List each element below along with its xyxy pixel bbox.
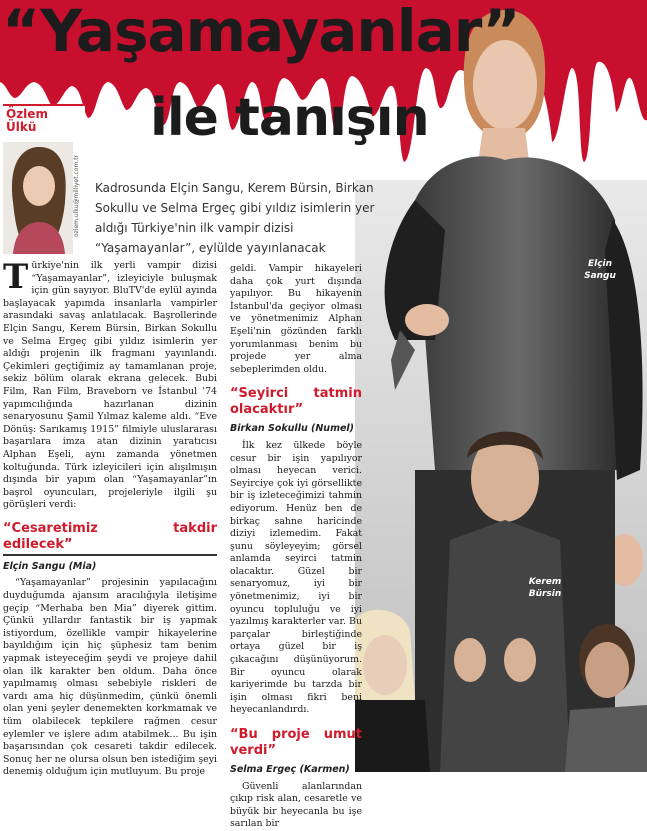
section-title-cesaret: “Cesaretimiz takdir edilecek” xyxy=(3,521,217,556)
section-text-selma: Güvenli alanlarından çıkıp risk alan, cesaretle ve büyük bir heyecanla bu işe sarılan bir xyxy=(230,780,362,830)
section-title-umut: “Bu proje umut verdi” xyxy=(230,727,362,758)
deck-subheadline: Kadrosunda Elçin Sangu, Kerem Bürsin, Birkan Sokullu ve Selma Ergeç gibi yıldız isimlerin yer aldığı Türkiye'nin ilk vampir dizisi “Yaşamayanlar”, eylülde yayınlanacak xyxy=(95,181,375,255)
dropcap: T xyxy=(3,257,29,297)
section-text-elcin: “Yaşamayanlar” projesinin yapılacağını duyduğumda ajansım aracılığıyla iletişime geçip “Merhaba ben Mia” diyerek gittim. Çünkü yıllardır fantastik bir iş yapmak istiyordum, özellikle vampir hikayelerine bayıldığım için hiç şüphesiz tam benim yapmak isteyeceğim şeydi ve projeye dahil olan ilk karakter ben oldum. Daha önce yapılmamış olması sebebiyle riskleri de vardı ama hiç düşünmedim, çünkü önemli olan yeni şeyler denemekten korkmamak ve tüm olabilecek tepkilere rağmen cesur eylemler ve işlere adım atabilmek... Bu işin başarısından çok cesareti takdir edilecek. Sonuç her ne olursa olsun ben istediğim şeyi denemiş olduğum için mutluyum. Bu proje xyxy=(3,577,217,778)
columnist-email: ozlem.ulku@milliyet.com.tr xyxy=(73,154,80,238)
columnist-avatar xyxy=(3,142,73,254)
caption-elcin: Elçin Sangu xyxy=(584,259,616,281)
headline-line2: ile tanışın xyxy=(150,88,429,148)
section-title-seyirci: “Seyirci tatmin olacaktır” xyxy=(230,386,362,418)
byline-birkan: Birkan Sokullu (Numel) xyxy=(230,423,355,435)
article-column-1 xyxy=(3,257,217,779)
columnist-box xyxy=(3,104,85,252)
caption-kerem: Kerem Bürsin xyxy=(528,577,562,599)
article-column-2 xyxy=(230,263,362,831)
section-text-birkan: İlk kez ülkede böyle cesur bir işin yapılıyor olması heyecan verici. Seyirciye çok iyi görsellikte bir iş izleteceğimizi tahmin ediyorum. Henüz ben de birkaç sahne haricinde diziyi izlemedim. Fakat şunu söyleyeyim; görsel anlamda seyirci tatmin olacaktır. Güzel bir senaryomuz, iyi bir yönetmenimiz, iyi bir oyuncu topluluğu ve iyi yazılmış karakterler var. Bu parçalar birleştiğinde ortaya güzel bir iş çıkacağını düşünüyorum. Bir oyuncu olarak kariyerimde bu tarzda bir işin olması fikri beni heyecanlandırdı. xyxy=(230,439,362,716)
col2-top-text: geldi. Vampir hikayeleri daha çok yurt dışında yapılıyor. Bu hikayenin İstanbul'da geçiyor olması ve yönetmenimiz Alphan Eşeli'nin gözünden farklı yorumlanması benim bu projede yer alma sebeplerimden oldu. xyxy=(230,263,362,375)
byline-selma: Selma Ergeç (Karmen) xyxy=(230,764,350,775)
headline-line1: “Yaşamayanlar” xyxy=(2,0,520,65)
columnist-name: Özlem Ülkü xyxy=(6,107,48,134)
byline-elcin: Elçin Sangu (Mia) xyxy=(3,560,97,572)
intro-text: ürkiye'nin ilk yerli vampir dizisi “Yaşamayanlar”, izleyiciyle buluşmak için gün sayıyor. BluTV'de eylül ayında başlayacak yapımda insanlarla vampirler arasındaki savaş anlatılacak. Başrollerinde Elçin Sangu, Kerem Bürsin, Birkan Sokullu ve Selma Ergeç gibi yıldız isimlerin yer aldığı projenin ilk fragmanı yayınlandı. Çekimleri geçtiğimiz ay tamamlanan proje, sekiz bölüm olarak ekrana gelecek. Bubi Film, Ran Film, Braveborn ve İstanbul '74 yapımcılığında hazırlanan dizinin senaryosunu Şamil Yılmaz kaleme aldı. “Eve Dönüş: Sarıkamış 1915” filmiyle uluslararası başarılara imza atan dizinin yaratıcısı Alphan Eşeli, aynı zamanda yönetmen koltuğunda. Türk izleyicileri için alışılmışın dışında bir yapım olan “Yaşamayanlar”ın başrol oyuncuları, projeleriyle ilgili şu görüşleri verdi: xyxy=(3,260,217,511)
